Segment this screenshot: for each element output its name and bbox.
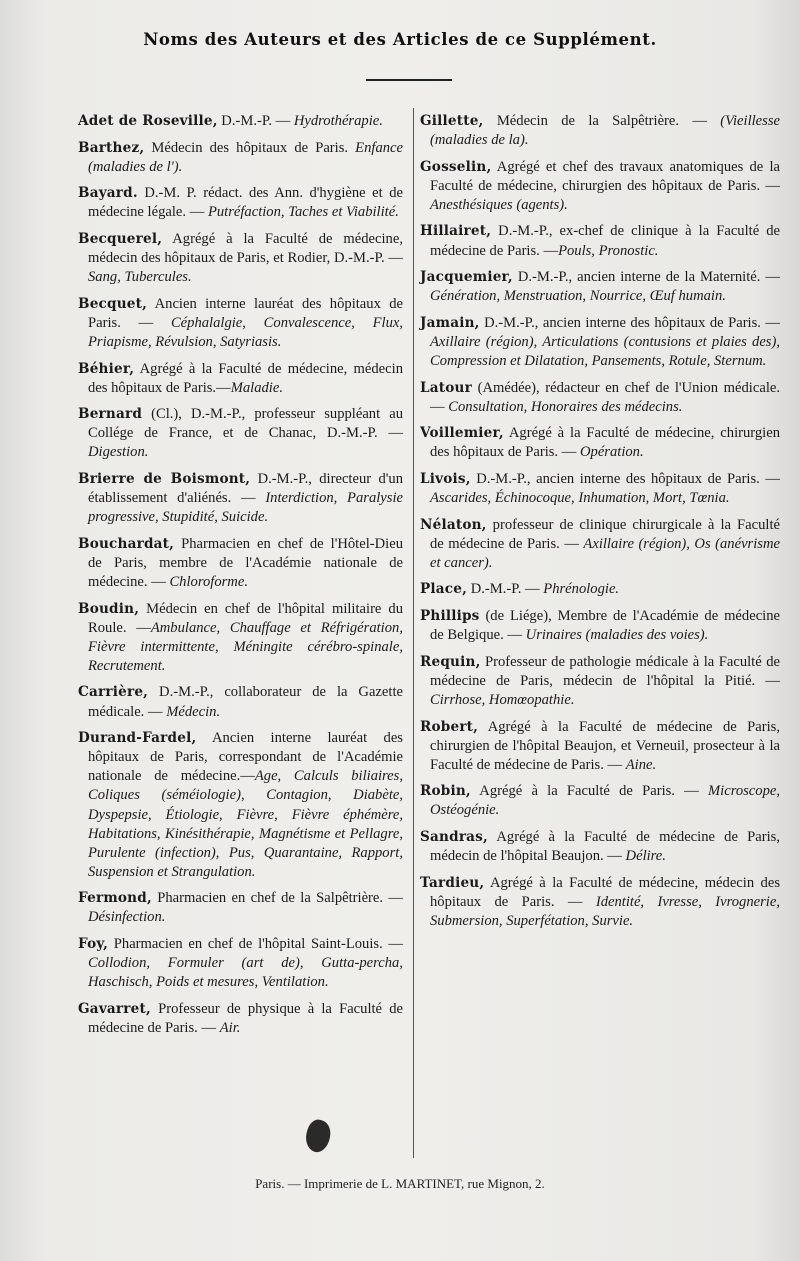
author-entry — [420, 782, 780, 820]
article-topics: (Vieillesse (maladies de la). — [430, 113, 780, 149]
article-topics: Air. — [219, 1019, 241, 1036]
author-name: Livois, — [420, 471, 471, 487]
article-topics: Chloroforme. — [169, 573, 248, 590]
article-topics: Opération. — [579, 444, 644, 461]
article-topics: Interdiction, Paralysie progressive, Stupidité, Suicide. — [88, 490, 403, 526]
article-topics: Axillaire (région), Articulations (contusions et plaies des), Compression et Dilatation, Pansements, Rotule, Sternum. — [430, 333, 780, 370]
author-name: Phillips — [420, 608, 480, 625]
article-topics: Génération, Menstruation, Nourrice, Œuf humain. — [430, 288, 726, 305]
author-name: Bernard — [78, 406, 143, 423]
author-entry — [420, 158, 780, 215]
author-description: D.-M.-P., ancien interne des hôpitaux de Paris. — — [470, 471, 780, 487]
author-name: Adet de Roseville, — [78, 113, 218, 129]
author-entry — [78, 360, 403, 398]
author-description: professeur de clinique chirurgicale à la Faculté de médecine de Paris. — — [430, 516, 780, 552]
article-topics: Phrénologie. — [543, 581, 620, 598]
article-topics: Ambulance, Chauffage et Réfrigération, Fièvre intermittente, Méningite cérébro-spinale, Recrutement. — [88, 619, 403, 674]
author-description: Médecin des hôpitaux de Paris. — [144, 139, 356, 156]
author-name: Sandras, — [420, 829, 488, 845]
author-name: Foy, — [78, 936, 109, 953]
author-entry — [420, 874, 780, 931]
author-entry — [78, 683, 403, 721]
author-description: Ancien interne lauréat des hôpitaux de Paris, correspondant de l'Académie nationale de médecine.— — [88, 730, 403, 785]
page-title: Noms des Auteurs et des Articles de ce Supplément. — [143, 30, 657, 49]
author-description: D.-M.-P., ancien interne des hôpitaux de Paris. — — [479, 314, 780, 331]
author-description: Agrégé à la Faculté de médecine, chirurgien des hôpitaux de Paris. — — [430, 425, 780, 461]
author-entry — [78, 600, 403, 676]
author-name: Gillette, — [420, 113, 484, 129]
article-topics: Sang, Tubercules. — [88, 269, 192, 286]
author-description: D.-M.-P., ex-chef de clinique à la Faculté de médecine de Paris. — — [430, 223, 780, 259]
author-entry — [420, 314, 780, 371]
article-topics: Digestion. — [88, 444, 149, 461]
article-topics: Médecin. — [166, 703, 221, 720]
author-description: Médecin de la Salpêtrière. — — [483, 113, 721, 129]
author-description: Agrégé à la Faculté de médecine de Paris, chirurgien de l'hôpital Beaujon, et Verneuil, prosecteur à la Faculté de médecine de Paris. — — [430, 718, 780, 773]
author-entry — [420, 222, 780, 260]
author-entry — [78, 295, 403, 352]
article-topics: Désinfection. — [88, 909, 166, 926]
author-entry — [78, 230, 403, 287]
author-description: Ancien interne lauréat des hôpitaux de Paris. — — [88, 295, 403, 331]
article-topics: Consultation, Honoraires des médecins. — [448, 398, 683, 415]
author-entry — [78, 405, 403, 462]
article-topics: Pouls, Pronostic. — [558, 242, 659, 259]
author-entry — [420, 516, 780, 573]
author-name: Boudin, — [78, 600, 140, 617]
author-name: Jacquemier, — [420, 269, 513, 286]
author-description: D.-M.-P., collaborateur de la Gazette médicale. — — [88, 684, 403, 720]
article-topics: Ascarides, Échinocoque, Inhumation, Mort, Tœnia. — [430, 490, 730, 507]
author-name: Hillairet, — [420, 223, 492, 240]
author-entry — [78, 935, 403, 992]
article-topics: Céphalalgie, Convalescence, Flux, Priapisme, Révulsion, Satyriasis. — [88, 314, 403, 350]
author-description: Agrégé à la Faculté de médecine, médecin des hôpitaux de Paris, et Rodier, D.-M.-P. — — [88, 230, 403, 267]
article-topics: Cirrhose, Homœopathie. — [430, 691, 575, 708]
article-topics: Aine. — [625, 756, 657, 773]
article-topics: Délire. — [625, 848, 666, 865]
author-name: Gosselin, — [420, 158, 492, 175]
article-topics: Hydrothérapie. — [293, 113, 383, 129]
author-entry — [78, 470, 403, 527]
article-topics: Enfance (maladies de l'). — [88, 139, 403, 175]
author-name: Nélaton, — [420, 516, 487, 533]
author-name: Brierre de Boismont, — [78, 471, 251, 487]
author-name: Barthez, — [78, 139, 145, 156]
author-description: Agrégé à la Faculté de médecine, médecin des hôpitaux de Paris.— — [88, 360, 403, 396]
author-entry — [420, 828, 780, 866]
author-description: D.-M.-P. — — [217, 113, 294, 129]
author-entry — [420, 379, 780, 417]
author-description: Agrégé à la Faculté de médecine, médecin des hôpitaux de Paris. — — [430, 874, 780, 910]
author-name: Robert, — [420, 718, 479, 735]
author-name: Bayard. — [78, 185, 138, 202]
author-description: Pharmacien en chef de l'hôpital Saint-Louis. — — [108, 936, 403, 953]
author-description: Agrégé et chef des travaux anatomiques de la Faculté de médecine, chirurgien des hôpitaux de Paris. — — [430, 158, 780, 194]
author-entry — [78, 184, 403, 222]
author-description: Professeur de physique à la Faculté de médecine de Paris. — — [88, 1000, 403, 1036]
author-name: Durand-Fardel, — [78, 730, 197, 747]
author-entry — [420, 653, 780, 710]
author-entry — [420, 470, 780, 508]
article-topics: Urinaires (maladies des voies). — [525, 627, 709, 644]
author-entry — [78, 889, 403, 927]
author-description: D.-M.-P., ancien interne de la Maternité. — — [512, 269, 780, 286]
author-name: Robin, — [420, 783, 471, 800]
author-entry — [78, 1000, 403, 1038]
author-entry — [420, 112, 780, 150]
title-rule — [366, 79, 452, 81]
author-name: Requin, — [420, 653, 481, 670]
author-description: (Amédée), rédacteur en chef de l'Union médicale. — — [430, 379, 780, 415]
author-description: D.-M. P. rédact. des Ann. d'hygiène et de médecine légale. — — [88, 185, 403, 221]
article-topics: Putréfaction, Taches et Viabilité. — [207, 204, 399, 221]
author-entry — [78, 112, 403, 131]
author-description: Pharmacien en chef de l'Hôtel-Dieu de Paris, membre de l'Académie nationale de médecine. — — [88, 535, 403, 590]
author-description: Professeur de pathologie médicale à la Faculté de médecine de Paris, médecin de l'hôpital la Pitié. — — [430, 653, 780, 689]
article-topics: Age, Calculs biliaires, Coliques (séméiologie), Contagion, Diabète, Dyspepsie, Étiologie, Fièvre, Fièvre éphémère, Habitations, Kinésithérapie, Magnétisme et Pellagre, Purulente (infection), Pus, Quarantaine, Rapport, Suspension et Strangulation. — [88, 768, 403, 880]
author-name: Latour — [420, 379, 472, 396]
author-entry — [420, 424, 780, 462]
article-topics: Collodion, Formuler (art de), Gutta-percha, Haschisch, Poids et mesures, Ventilation. — [88, 955, 403, 991]
author-name: Carrière, — [78, 684, 149, 701]
author-entry — [420, 580, 780, 599]
author-name: Becquerel, — [78, 230, 163, 247]
article-topics: Maladie. — [230, 379, 283, 396]
article-topics: Identité, Ivresse, Ivrognerie, Submersion, Superfétation, Survie. — [430, 893, 780, 929]
author-entry — [78, 535, 403, 592]
author-name: Voillemier, — [420, 425, 504, 442]
right-column — [420, 112, 780, 938]
author-name: Tardieu, — [420, 874, 485, 891]
author-entry — [420, 607, 780, 645]
author-name: Bouchardat, — [78, 535, 175, 552]
author-entry — [78, 729, 403, 882]
author-name: Béhier, — [78, 360, 135, 377]
author-entry — [420, 268, 780, 306]
author-description: Agrégé à la Faculté de médecine de Paris, médecin de l'hôpital Beaujon. — — [430, 829, 780, 865]
column-divider — [413, 108, 414, 1158]
author-description: (de Liége), Membre de l'Académie de médecine de Belgique. — — [430, 608, 780, 644]
left-column — [78, 112, 403, 1046]
ink-stain — [301, 1117, 334, 1155]
author-description: (Cl.), D.-M.-P., professeur suppléant au Collége de France, et de Chanac, D.-M.-P. — — [88, 406, 403, 442]
article-topics: Axillaire (région), Os (anévrisme et cancer). — [430, 535, 780, 571]
author-description: D.-M.-P. — — [467, 581, 544, 598]
author-description: Médecin en chef de l'hôpital militaire du Roule. — — [88, 600, 403, 636]
author-entry — [420, 718, 780, 775]
article-topics: Microscope, Ostéogénie. — [430, 783, 780, 819]
author-description: Pharmacien en chef de la Salpêtrière. — — [151, 890, 403, 907]
author-name: Fermond, — [78, 890, 152, 907]
author-name: Becquet, — [78, 295, 148, 312]
article-topics: Anesthésiques (agents). — [430, 196, 568, 213]
author-name: Gavarret, — [78, 1000, 151, 1017]
author-name: Jamain, — [420, 314, 480, 331]
author-description: D.-M.-P., directeur d'un établissement d'aliénés. — — [88, 471, 403, 507]
author-name: Place, — [420, 581, 468, 598]
printer-footer: Paris. — Imprimerie de L. MARTINET, rue Mignon, 2. — [255, 1176, 545, 1191]
author-description: Agrégé à la Faculté de Paris. — — [470, 783, 708, 800]
author-entry — [78, 139, 403, 177]
